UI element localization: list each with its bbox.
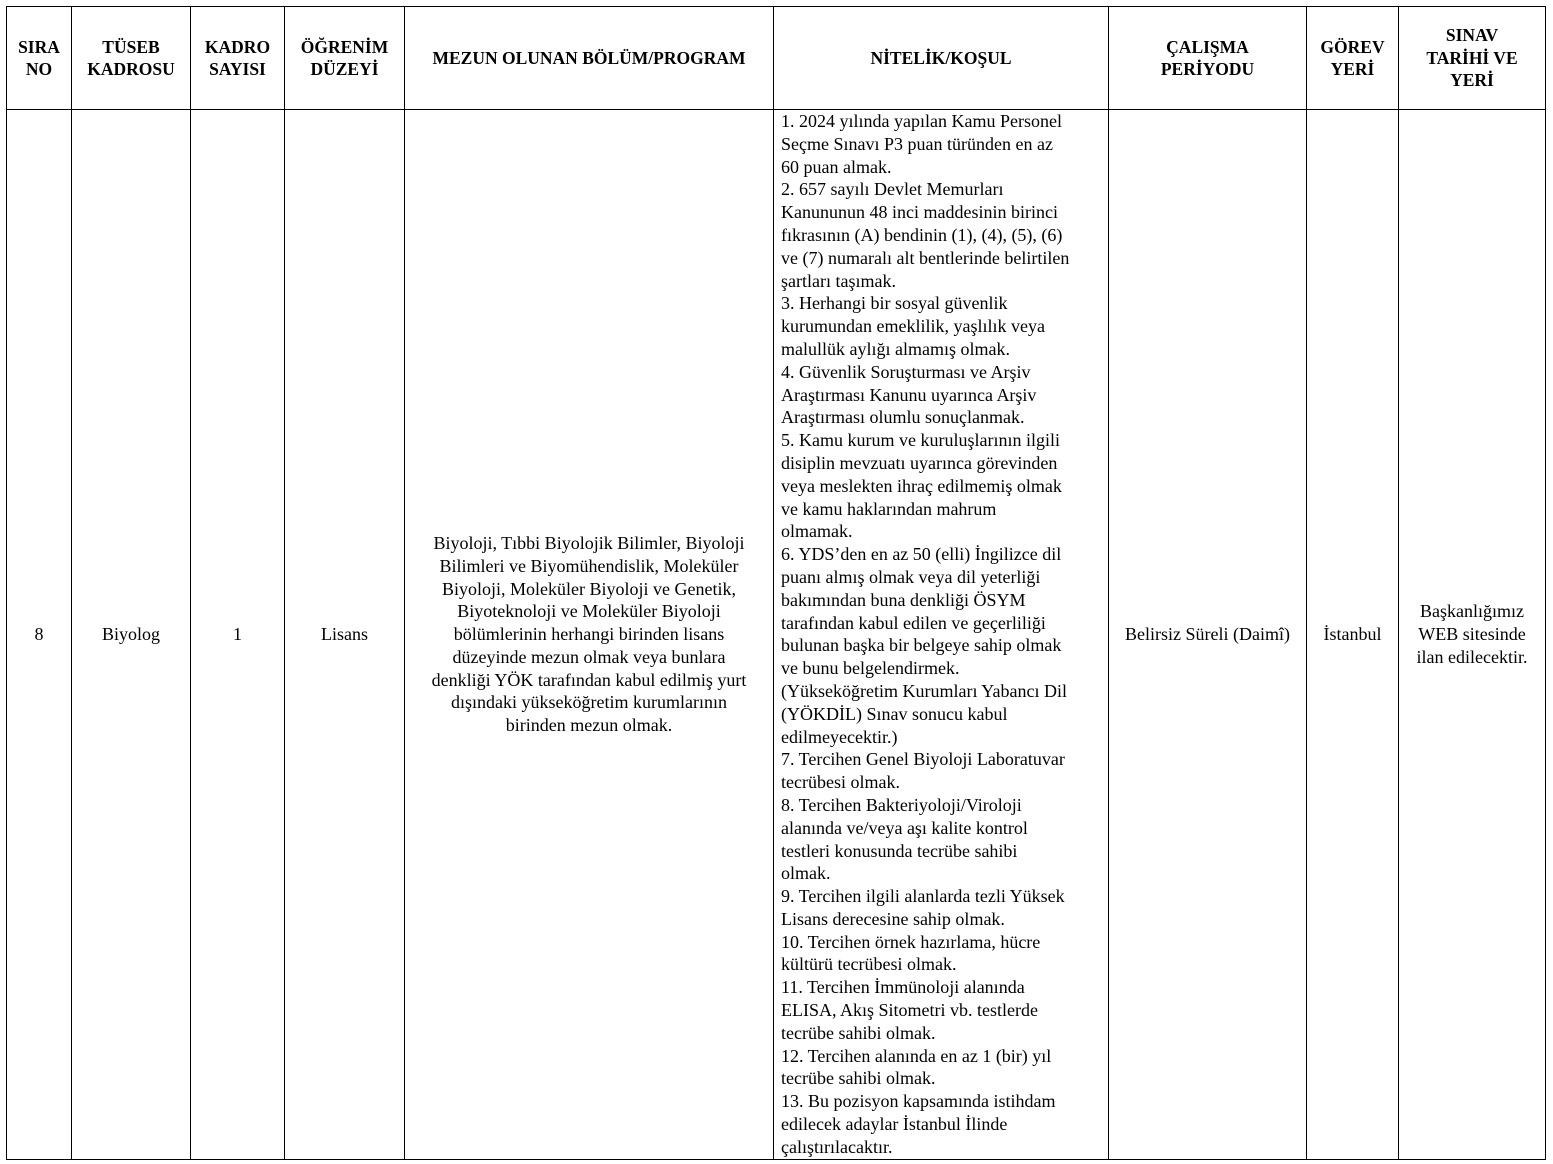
mezun-line: Biyoloji, Moleküler Biyoloji ve Genetik, — [442, 578, 736, 599]
nitelik-line: 13. Bu pozisyon kapsamında istihdam — [781, 1091, 1056, 1112]
nitelik-line: fıkrasının (A) bendinin (1), (4), (5), (6) — [781, 224, 1063, 245]
header-kadro-sayisi — [191, 7, 285, 110]
nitelik-line: puanı almış olmak veya dil yeterliği — [781, 566, 1041, 587]
nitelik-line: (YÖKDİL) Sınav sonucu kabul — [781, 703, 1008, 724]
sira-no-cell: 8 — [7, 110, 72, 1160]
nitelik-line: Araştırması olumlu sonuçlanmak. — [781, 407, 1025, 428]
table-row — [7, 110, 1546, 1160]
header-sinav-tarihi — [1399, 7, 1546, 110]
nitelik-cell — [774, 110, 1109, 1160]
nitelik-line: Araştırması Kanunu uyarınca Arşiv — [781, 384, 1037, 405]
nitelik-line: veya meslekten ihraç edilmemiş olmak — [781, 475, 1062, 496]
nitelik-line: kurumundan emeklilik, yaşlılık veya — [781, 316, 1045, 337]
header-row — [7, 7, 1546, 110]
nitelik-line: 10. Tercihen örnek hazırlama, hücre — [781, 931, 1041, 952]
sinav-cell — [1399, 110, 1546, 1160]
nitelik-line: olmamak. — [781, 521, 853, 542]
mezun-line: Biyoloji, Tıbbi Biyolojik Bilimler, Biyoloji — [433, 532, 745, 553]
header-line: YERİ — [1450, 70, 1494, 91]
nitelik-line: 9. Tercihen ilgili alanlarda tezli Yüksek — [781, 886, 1065, 907]
nitelik-line: 60 puan almak. — [781, 156, 892, 177]
nitelik-line: tecrübe sahibi olmak. — [781, 1068, 936, 1089]
nitelik-line: malullük aylığı almamış olmak. — [781, 338, 1010, 359]
header-line: KADROSU — [87, 59, 175, 79]
nitelik-line: ve (7) numaralı alt bentlerinde belirtilen — [781, 247, 1070, 268]
kadro-cell: Biyolog — [72, 110, 191, 1160]
header-line: TARİHİ VE — [1426, 47, 1518, 68]
header-line: SINAV — [1445, 25, 1499, 46]
nitelik-line: disiplin mevzuatı uyarınca görevinden — [781, 452, 1058, 473]
nitelik-line: tecrübesi olmak. — [781, 772, 900, 793]
nitelik-line: ve kamu haklarından mahrum — [781, 498, 997, 519]
mezun-line: düzeyinde mezun olmak veya bunlara — [452, 646, 726, 667]
nitelik-line: Seçme Sınavı P3 puan türünden en az — [781, 133, 1053, 154]
sinav-line: ilan edilecektir. — [1416, 646, 1528, 667]
mezun-line: dışındaki yükseköğretim kurumlarının — [451, 692, 727, 713]
header-line: SIRA — [18, 36, 60, 57]
nitelik-line: 7. Tercihen Genel Biyoloji Laboratuvar — [781, 749, 1065, 770]
calisma-cell: Belirsiz Süreli (Daimî) — [1109, 110, 1307, 1160]
nitelik-line: bulunan başka bir belgeye sahip olmak — [781, 635, 1062, 656]
nitelik-line: tecrübe sahibi olmak. — [781, 1022, 936, 1043]
ogrenim-cell: Lisans — [285, 110, 405, 1160]
header-gorev-yeri — [1307, 7, 1399, 110]
header-calisma-periyodu — [1109, 7, 1307, 110]
nitelik-line: 8. Tercihen Bakteriyoloji/Viroloji — [781, 794, 1022, 815]
header-line: ÖĞRENİM — [300, 36, 389, 57]
gorev-yeri-cell: İstanbul — [1307, 110, 1399, 1160]
nitelik-line: 2. 657 sayılı Devlet Memurları — [781, 179, 1004, 200]
header-nitelik-kosul — [774, 7, 1109, 110]
sinav-line: WEB sitesinde — [1418, 624, 1526, 645]
kadro-sayisi-cell: 1 — [191, 110, 285, 1160]
mezun-line: bölümlerinin herhangi birinden lisans — [453, 624, 725, 645]
nitelik-line: alanında ve/veya aşı kalite kontrol — [781, 817, 1028, 838]
nitelik-line: testleri konusunda tecrübe sahibi — [781, 840, 1018, 861]
nitelik-line: 6. YDS’den en az 50 (elli) İngilizce dil — [781, 544, 1062, 565]
nitelik-line: 12. Tercihen alanında en az 1 (bir) yıl — [781, 1045, 1052, 1066]
nitelik-line: edilmeyecektir.) — [781, 726, 898, 747]
header-line: NO — [25, 59, 53, 79]
header-ogrenim-duzeyi — [285, 7, 405, 110]
nitelik-line: bakımından buna denkliği ÖSYM — [781, 589, 1026, 610]
nitelik-line: ELISA, Akış Sitometri vb. testlerde — [781, 1000, 1038, 1021]
nitelik-line: 5. Kamu kurum ve kuruluşlarının ilgili — [781, 430, 1060, 451]
nitelik-line: Kanununun 48 inci maddesinin birinci — [781, 202, 1058, 223]
nitelik-line: şartları taşımak. — [781, 270, 896, 291]
header-line: ÇALIŞMA — [1166, 36, 1249, 57]
nitelik-line: (Yükseköğretim Kurumları Yabancı Dil — [781, 680, 1067, 701]
header-line: KADRO — [204, 36, 271, 57]
nitelik-line: çalıştırılacaktır. — [781, 1136, 893, 1157]
header-line: GÖREV — [1320, 36, 1385, 57]
header-line: NİTELİK/KOŞUL — [870, 47, 1012, 68]
nitelik-line: 3. Herhangi bir sosyal güvenlik — [781, 293, 1008, 314]
mezun-line: denkliği YÖK tarafından kabul edilmiş yurt — [431, 669, 747, 690]
mezun-line: Bilimleri ve Biyomühendislik, Moleküler — [439, 555, 739, 576]
header-sira-no — [7, 7, 72, 110]
header-line: YERİ — [1330, 59, 1375, 79]
header-mezun-olunan-bolum — [405, 7, 774, 110]
sinav-line: Başkanlığımız — [1420, 601, 1524, 622]
job-posting-table — [6, 6, 1546, 1160]
nitelik-line: kültürü tecrübesi olmak. — [781, 954, 957, 975]
nitelik-line: edilecek adaylar İstanbul İlinde — [781, 1114, 1008, 1135]
header-line: TÜSEB — [102, 36, 160, 57]
nitelik-line: 1. 2024 yılında yapılan Kamu Personel — [781, 111, 1062, 131]
nitelik-line: 11. Tercihen İmmünoloji alanında — [781, 977, 1025, 998]
header-line: MEZUN OLUNAN BÖLÜM/PROGRAM — [432, 47, 746, 68]
mezun-line: Biyoteknoloji ve Moleküler Biyoloji — [457, 601, 721, 622]
header-line: PERİYODU — [1160, 59, 1255, 79]
header-tuseb-kadrosu — [72, 7, 191, 110]
nitelik-line: Lisans derecesine sahip olmak. — [781, 908, 1005, 929]
mezun-line: birinden mezun olmak. — [505, 715, 673, 736]
mezun-cell — [405, 110, 774, 1160]
nitelik-line: 4. Güvenlik Soruşturması ve Arşiv — [781, 361, 1031, 382]
nitelik-line: tarafından kabul edilen ve geçerliliği — [781, 612, 1046, 633]
nitelik-line: ve bunu belgelendirmek. — [781, 658, 960, 679]
nitelik-line: olmak. — [781, 863, 831, 884]
header-line: SAYISI — [209, 59, 266, 79]
header-line: DÜZEYİ — [310, 59, 379, 79]
